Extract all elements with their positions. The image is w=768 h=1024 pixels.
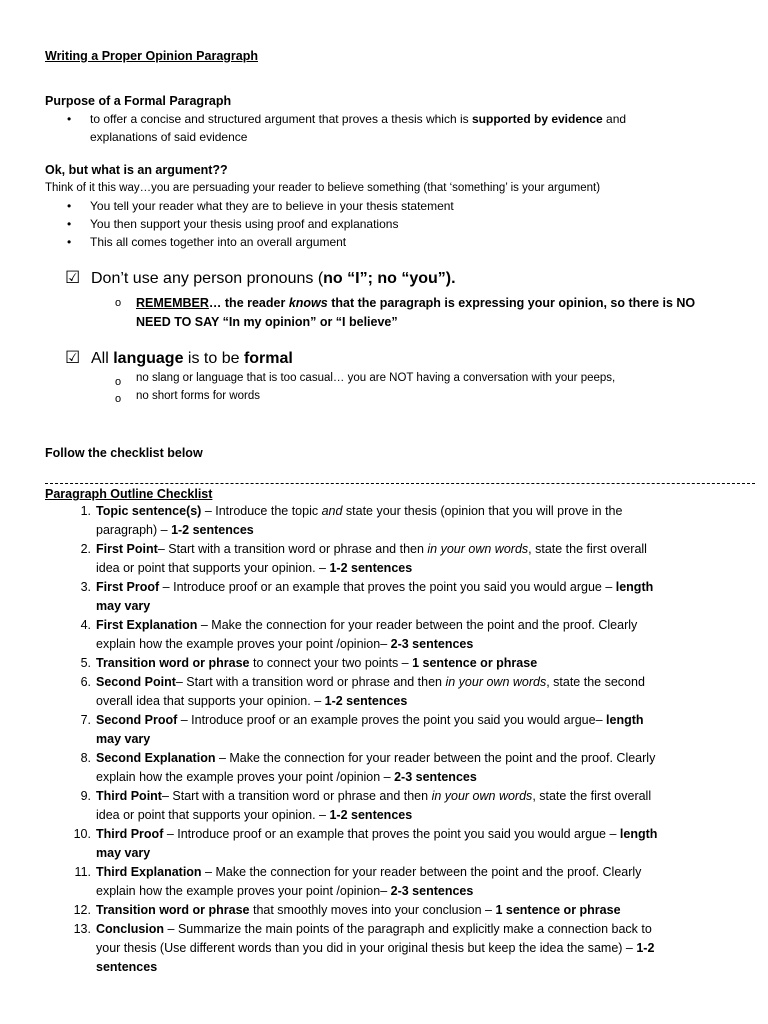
circle-bullet-icon: o: [115, 297, 122, 309]
checklist-item: [45, 825, 745, 863]
checklist-item-number: 12.: [73, 903, 91, 917]
purpose-text: to offer a concise and structured argument that proves a thesis which is: [90, 112, 472, 126]
checklist-item-text: Topic sentence(s) – Introduce the topic and state your thesis (opinion that you will prove in the paragraph) – 1-2 sentences: [96, 504, 623, 537]
divider: [45, 483, 755, 484]
checklist-item-number: 3.: [80, 580, 91, 594]
argument-bullet: You tell your reader what they are to believe in your thesis statement: [90, 199, 454, 213]
checklist-item-number: 5.: [80, 656, 91, 670]
checklist-item: [45, 711, 745, 749]
checklist-item: [45, 920, 745, 977]
rule-emphasis: formal: [243, 350, 293, 367]
purpose-heading: Purpose of a Formal Paragraph: [45, 94, 232, 108]
argument-bullet: This all comes together into an overall argument: [90, 235, 347, 249]
rule-text: is to be: [183, 350, 244, 367]
rule-formal-language: [91, 350, 293, 368]
checklist-item-number: 13.: [73, 922, 91, 936]
outline-heading: Paragraph Outline Checklist: [45, 487, 213, 501]
checklist-item-text: First Explanation – Make the connection for your reader between the point and the proof. Clearly explain how the example proves your point /opinion– 2-3 sentences: [96, 618, 638, 651]
checklist-item-text: Transition word or phrase that smoothly moves into your conclusion – 1 sentence or phrase: [96, 903, 621, 917]
bullet-icon: •: [67, 217, 72, 231]
rule-emphasis: language: [113, 350, 184, 367]
checklist-item: [45, 654, 745, 673]
checklist-item-number: 6.: [80, 675, 91, 689]
bullet-icon: •: [67, 112, 72, 126]
checklist-item-text: Third Point– Start with a transition word or phrase and then in your own words, state the first overall idea or point that supports your opinion. – 1-2 sentences: [96, 789, 652, 822]
checklist-item-text: First Point– Start with a transition word or phrase and then in your own words, state the first overall idea or point that supports your opinion. – 1-2 sentences: [96, 542, 647, 575]
checklist-item: [45, 502, 745, 540]
checklist-item: [45, 578, 745, 616]
checklist-item: [45, 540, 745, 578]
argument-intro: Think of it this way…you are persuading your reader to believe something (that ‘something’ is your argument): [45, 182, 601, 194]
outline-checklist: [45, 502, 745, 977]
checklist-item-number: 2.: [80, 542, 91, 556]
checklist-item-text: Third Proof – Introduce proof or an example that proves the point you said you would argue – length may vary: [96, 827, 658, 860]
purpose-bullet: [90, 110, 626, 146]
argument-bullet: You then support your thesis using proof and explanations: [90, 217, 399, 231]
checkbox-checked-icon: ☑: [65, 268, 81, 287]
rule-text: Don’t use any person pronouns (: [91, 270, 324, 287]
bullet-icon: •: [67, 199, 72, 213]
bullet-icon: •: [67, 235, 72, 249]
rule-emphasis: no “I”; no “you”).: [323, 270, 456, 287]
checklist-item-number: 9.: [80, 789, 91, 803]
note-text: that the paragraph is expressing your opinion, so there is NO: [327, 296, 696, 310]
checklist-item: [45, 863, 745, 901]
note-emphasis: knows: [288, 296, 328, 310]
note-text-line2: NEED TO SAY “In my opinion” or “I believe”: [136, 315, 398, 329]
checklist-item: [45, 749, 745, 787]
rule-no-pronouns-note: [136, 294, 695, 332]
rule-text: All: [91, 350, 114, 367]
checklist-item-text: Transition word or phrase to connect your two points – 1 sentence or phrase: [96, 656, 538, 670]
checklist-item-text: Conclusion – Summarize the main points of the paragraph and explicitly make a connection back to your thesis (Use different words than you did in your original thesis but keep the idea the same) – 1-2 sentences: [96, 922, 655, 974]
circle-bullet-icon: o: [115, 376, 122, 388]
note-text: … the reader: [208, 296, 289, 310]
rule-no-pronouns: [91, 270, 456, 288]
circle-bullet-icon: o: [115, 393, 122, 405]
remember-label: REMEMBER: [136, 296, 209, 310]
checklist-item-text: Second Proof – Introduce proof or an example proves the point you said you would argue– length may vary: [96, 713, 644, 746]
checklist-item-number: 1.: [80, 504, 91, 518]
checklist-item-text: First Proof – Introduce proof or an example that proves the point you said you would argue – length may vary: [96, 580, 654, 613]
document-title: Writing a Proper Opinion Paragraph: [45, 49, 258, 63]
checklist-item: [45, 787, 745, 825]
purpose-emphasis: supported by evidence: [471, 112, 603, 126]
checklist-item-number: 11.: [74, 865, 91, 879]
purpose-text-line2: explanations of said evidence: [90, 130, 248, 144]
checklist-item-text: Second Point– Start with a transition word or phrase and then in your own words, state the second overall idea that supports your opinion. – 1-2 sentences: [96, 675, 645, 708]
follow-checklist-text: Follow the checklist below: [45, 446, 203, 460]
checklist-item-number: 4.: [80, 618, 91, 632]
checklist-item: [45, 673, 745, 711]
checklist-item: [45, 616, 745, 654]
purpose-text-end: and: [602, 112, 627, 126]
checklist-item-text: Second Explanation – Make the connection for your reader between the point and the proof. Clearly explain how the example proves your point /opinion – 2-3 sentences: [96, 751, 656, 784]
argument-heading: Ok, but what is an argument??: [45, 163, 228, 177]
checklist-item-number: 10.: [73, 827, 91, 841]
checkbox-checked-icon: ☑: [65, 348, 81, 367]
checklist-item-number: 8.: [80, 751, 91, 765]
checklist-item: [45, 901, 745, 920]
checklist-item-number: 7.: [80, 713, 91, 727]
checklist-item-text: Third Explanation – Make the connection for your reader between the point and the proof. Clearly explain how the example proves your point /opinion– 2-3 sentences: [96, 865, 642, 898]
formal-note: no slang or language that is too casual… you are NOT having a conversation with your peeps,: [136, 372, 616, 384]
formal-note: no short forms for words: [136, 390, 260, 402]
